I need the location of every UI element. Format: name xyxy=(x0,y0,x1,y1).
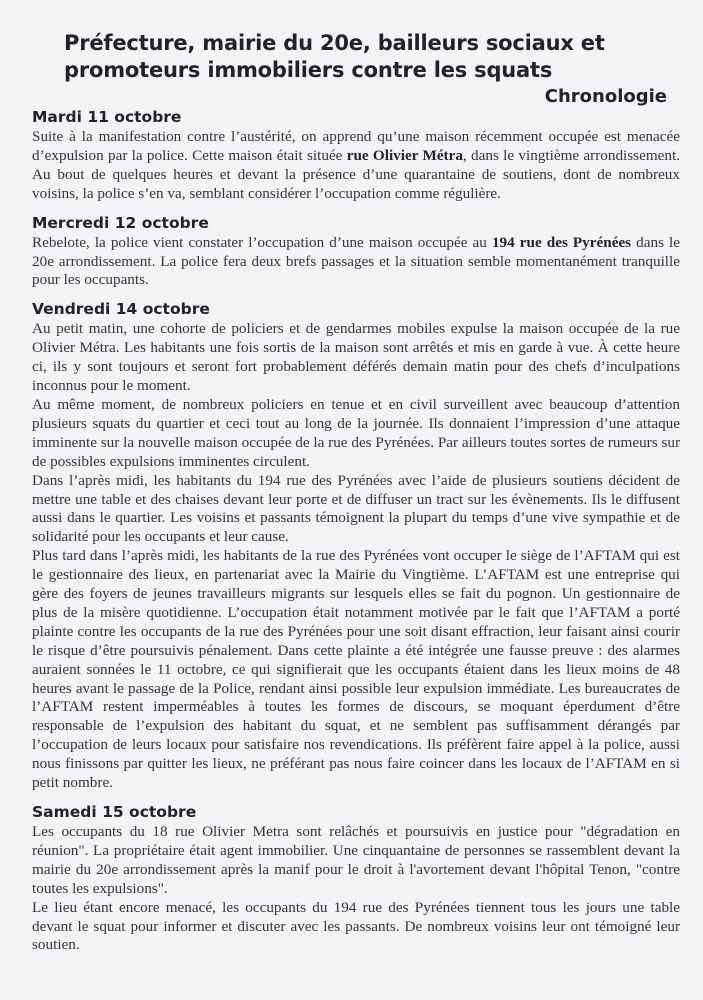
section-paragraph xyxy=(32,899,680,956)
text-run: Rebelote, la police vient constater l’occupation d’une maison occupée au xyxy=(32,233,492,251)
document-title: Préfecture, mairie du 20e, bailleurs sociaux et promoteurs immobiliers contre les squats xyxy=(64,31,605,82)
text-run: Le lieu étant encore menacé, les occupants du 194 rue des Pyrénées tiennent tous les jours une table devant le squat pour informer et discuter avec les passants. De nombreux voisins leur ont témoigné leur soutien. xyxy=(32,898,680,954)
section-date-heading: Mardi 11 octobre xyxy=(32,108,182,126)
chronology-section xyxy=(32,107,680,204)
section-paragraph xyxy=(32,234,680,291)
text-run: Plus tard dans l’après midi, les habitants de la rue des Pyrénées vont occuper le siège de l’AFTAM qui est le gestionnaire des lieux, en partenariat avec la Mairie du Vingtième. L’AFTAM est une entreprise qui gère des foyers de jeunes travailleurs migrants sur lesquels elles se fait du pognon. Un gestionnaire de plus de la misère quotidienne. L’occupation était notamment motivée par le fait que l’AFTAM a porté plainte contre les occupants de la rue des Pyrénées pour une soit disant effraction, leur faisant ainsi courir le risque d’être poursuivis pénalement. Dans cette plainte a été intégrée une fausse preuve : des alarmes auraient sonnées le 11 octobre, ce qui signifierait que les occupants étaient dans les lieux moins de 48 heures avant le passage de la Police, rendant ainsi possible leur expulsion immédiate. Les bureaucrates de l’AFTAM restent imperméables à toutes les formes de discours, se moquant éperdument d’être responsable de l’expulsion des habitant du squat, et ne semblent pas suffisamment dérangés par l’occupation de leurs locaux pour satisfaire nos revendications. Ils préfèrent faire appel à la police, aussi nous finissons par quitter les lieux, ne préférant pas nous faire coincer dans les locaux de l’AFTAM en si petit nombre. xyxy=(32,547,680,792)
text-run: Au petit matin, une cohorte de policiers et de gendarmes mobiles expulse la maison occupée de la rue Olivier Métra. Les habitants une fois sortis de la maison sont arrêtés et mis en garde à vue. À cette heure ci, ils y sont toujours et seront fort probablement déférés demain matin pour des chefs d’inculpations inconnus pour le moment. xyxy=(32,320,680,395)
text-run: , dans le vingtième arrondissement. Au bout de quelques heures et devant la présence d’une quarantaine de soutiens, dont de nombreux voisins, la police s’en va, semblant considérer l’occupation comme régulière. xyxy=(32,146,680,202)
bold-address: rue Olivier Métra xyxy=(346,146,463,164)
chronology-section xyxy=(32,299,680,793)
text-run: dans le 20e arrondissement. La police fera deux brefs passages et la situation semble momentanément tranquille pour les occupants. xyxy=(32,233,680,289)
section-paragraph xyxy=(32,547,680,793)
chronology-section xyxy=(32,213,680,291)
section-paragraph xyxy=(32,823,680,899)
section-paragraph xyxy=(32,128,680,204)
text-run: Au même moment, de nombreux policiers en tenue et en civil surveillent avec beaucoup d’attention plusieurs squats du quartier et ceci tout au long de la journée. Ils donnaient l’impression d’une attaque imminente sur la nouvelle maison occupée de la rue des Pyrénées. Par ailleurs toutes sortes de rumeurs sur de possibles expulsions imminentes circulent. xyxy=(32,395,680,470)
text-run: Les occupants du 18 rue Olivier Metra sont relâchés et poursuivis en justice pour "dégradation en réunion". La propriétaire était agent immobilier. Une cinquantaine de personnes se rassemblent devant la mairie du 20e arrondissement après la manif pour le droit à l'avortement devant l'hôpital Tenon, "contre toutes les expulsions". xyxy=(32,823,680,897)
chronology-section xyxy=(32,802,680,955)
section-paragraph xyxy=(32,396,680,472)
chronology-body xyxy=(32,107,680,955)
bold-address: 194 rue des Pyrénées xyxy=(491,233,632,251)
section-date-heading: Vendredi 14 octobre xyxy=(32,300,210,319)
section-date-heading: Samedi 15 octobre xyxy=(32,803,197,821)
section-date-heading: Mercredi 12 octobre xyxy=(32,213,209,232)
text-run: Suite à la manifestation contre l’austérité, on apprend qu’une maison récemment occupée est menacée d’expulsion par la police. Cette maison était située xyxy=(32,128,680,164)
section-paragraph xyxy=(32,320,680,396)
section-paragraph xyxy=(32,472,680,548)
document-subtitle: Chronologie xyxy=(544,86,667,107)
text-run: Dans l’après midi, les habitants du 194 rue des Pyrénées avec l’aide de plusieurs soutiens décident de mettre une table et des chaises devant leur porte et de diffuser un tract sur les évènements. Ils le diffusent aussi dans le quartier. Les voisins et passants témoignent la plupart du temps d’une vive sympathie et de solidarité pour les occupants et leur cause. xyxy=(32,471,680,546)
